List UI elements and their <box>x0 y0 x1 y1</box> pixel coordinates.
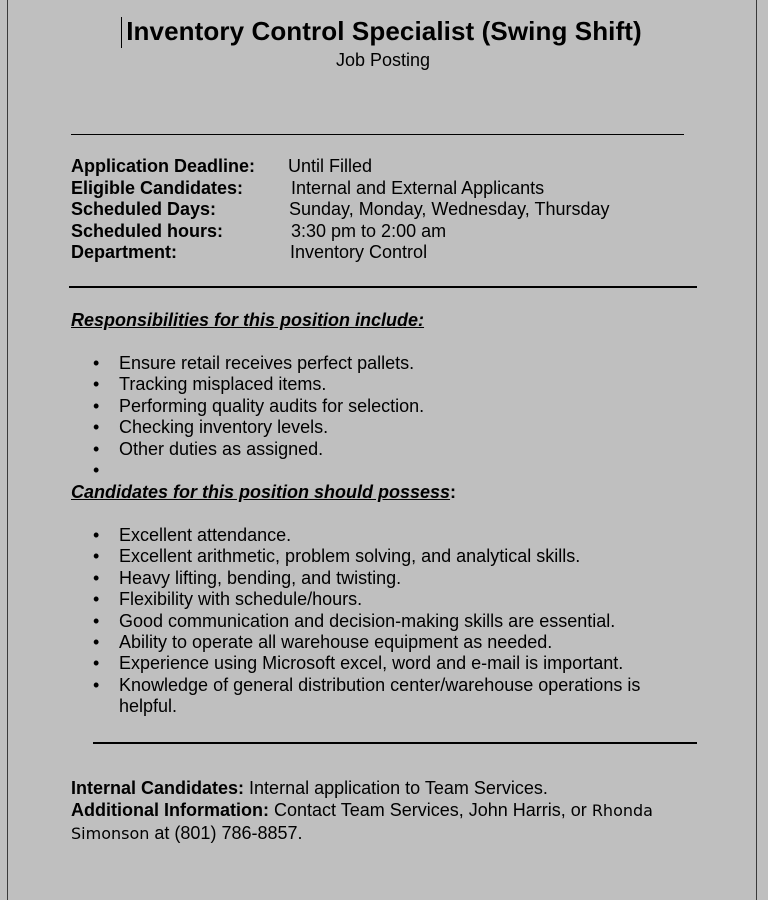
divider-top <box>71 134 684 135</box>
list-item <box>93 653 679 674</box>
qualifications-list <box>93 525 679 718</box>
detail-label: Eligible Candidates: <box>71 177 244 198</box>
list-item <box>93 611 679 632</box>
list-item-text: Ability to operate all warehouse equipment as needed. <box>119 632 553 653</box>
bullet-icon: • <box>93 460 100 481</box>
responsibilities-list <box>93 353 425 481</box>
contact-phone: at (801) 786-8857. <box>154 823 303 843</box>
detail-value: Internal and External Applicants <box>291 177 545 198</box>
bullet-icon: • <box>93 632 100 653</box>
bullet-icon: • <box>93 610 100 631</box>
internal-candidates-label: Internal Candidates: <box>71 778 245 798</box>
list-item-text: Knowledge of general distribution center/warehouse operations is helpful. <box>119 674 641 717</box>
bullet-icon: • <box>93 546 100 567</box>
list-item-text: Other duties as assigned. <box>119 438 324 459</box>
additional-info-label: Additional Information: <box>71 799 269 820</box>
detail-label: Application Deadline: <box>71 156 256 176</box>
bullet-icon: • <box>93 353 100 373</box>
list-item <box>93 675 679 718</box>
list-item-text: Excellent arithmetic, problem solving, and analytical skills. <box>119 546 581 567</box>
bullet-icon: • <box>93 438 100 459</box>
list-item <box>93 396 424 417</box>
page-subtitle: Job Posting <box>335 50 431 70</box>
contact-line <box>71 823 653 845</box>
detail-value: Until Filled <box>288 156 373 176</box>
list-item-text: Ensure retail receives perfect pallets. <box>119 353 415 373</box>
contact-name-first: Rhonda <box>591 800 653 820</box>
list-item <box>93 546 679 567</box>
bullet-icon: • <box>93 417 100 438</box>
additional-info-line <box>71 800 653 822</box>
list-item <box>93 417 424 438</box>
additional-info-text: Contact Team Services, John Harris, or <box>274 799 587 820</box>
list-item <box>93 525 679 546</box>
list-item-text: Checking inventory levels. <box>119 417 329 438</box>
internal-candidates-line <box>71 778 653 800</box>
internal-candidates-text: Internal application to Team Services. <box>249 778 548 798</box>
bullet-icon: • <box>93 374 100 395</box>
qualifications-heading-colon: : <box>450 482 457 502</box>
list-item-text: Tracking misplaced items. <box>119 374 327 395</box>
detail-value: Sunday, Monday, Wednesday, Thursday <box>289 199 610 219</box>
bullet-icon: • <box>93 653 100 674</box>
contact-name-last: Simonson <box>71 824 150 843</box>
page-title: Inventory Control Specialist (Swing Shift) <box>126 16 642 46</box>
list-item <box>93 632 679 653</box>
list-item-text: Experience using Microsoft excel, word and e-mail is important. <box>119 653 624 674</box>
bullet-icon: • <box>93 395 100 416</box>
detail-label: Scheduled Days: <box>71 199 217 219</box>
bullet-icon: • <box>93 674 100 695</box>
divider-bottom <box>93 742 697 744</box>
list-item-text: Excellent attendance. <box>119 525 292 545</box>
divider-middle <box>69 286 697 288</box>
list-item <box>93 374 424 395</box>
qualifications-heading-wrap <box>71 482 456 503</box>
list-item-text: Heavy lifting, bending, and twisting. <box>119 567 402 588</box>
qualifications-heading: Candidates for this position should possess <box>71 482 451 502</box>
footer-info <box>71 778 653 845</box>
responsibilities-heading: Responsibilities for this position include: <box>71 310 425 330</box>
list-item <box>93 589 679 610</box>
bullet-icon: • <box>93 525 100 545</box>
list-item-text: Good communication and decision-making skills are essential. <box>119 610 616 631</box>
bullet-icon: • <box>93 589 100 610</box>
bullet-icon: • <box>93 567 100 588</box>
detail-label: Department: <box>71 242 178 262</box>
detail-label: Scheduled hours: <box>71 220 224 241</box>
list-item-text: Flexibility with schedule/hours. <box>119 589 363 610</box>
list-item <box>93 353 424 374</box>
text-cursor <box>121 17 122 48</box>
list-item <box>93 568 679 589</box>
detail-value: Inventory Control <box>290 242 428 262</box>
list-item-text: Performing quality audits for selection. <box>119 395 425 416</box>
detail-value: 3:30 pm to 2:00 am <box>291 220 447 241</box>
list-item <box>93 439 424 460</box>
